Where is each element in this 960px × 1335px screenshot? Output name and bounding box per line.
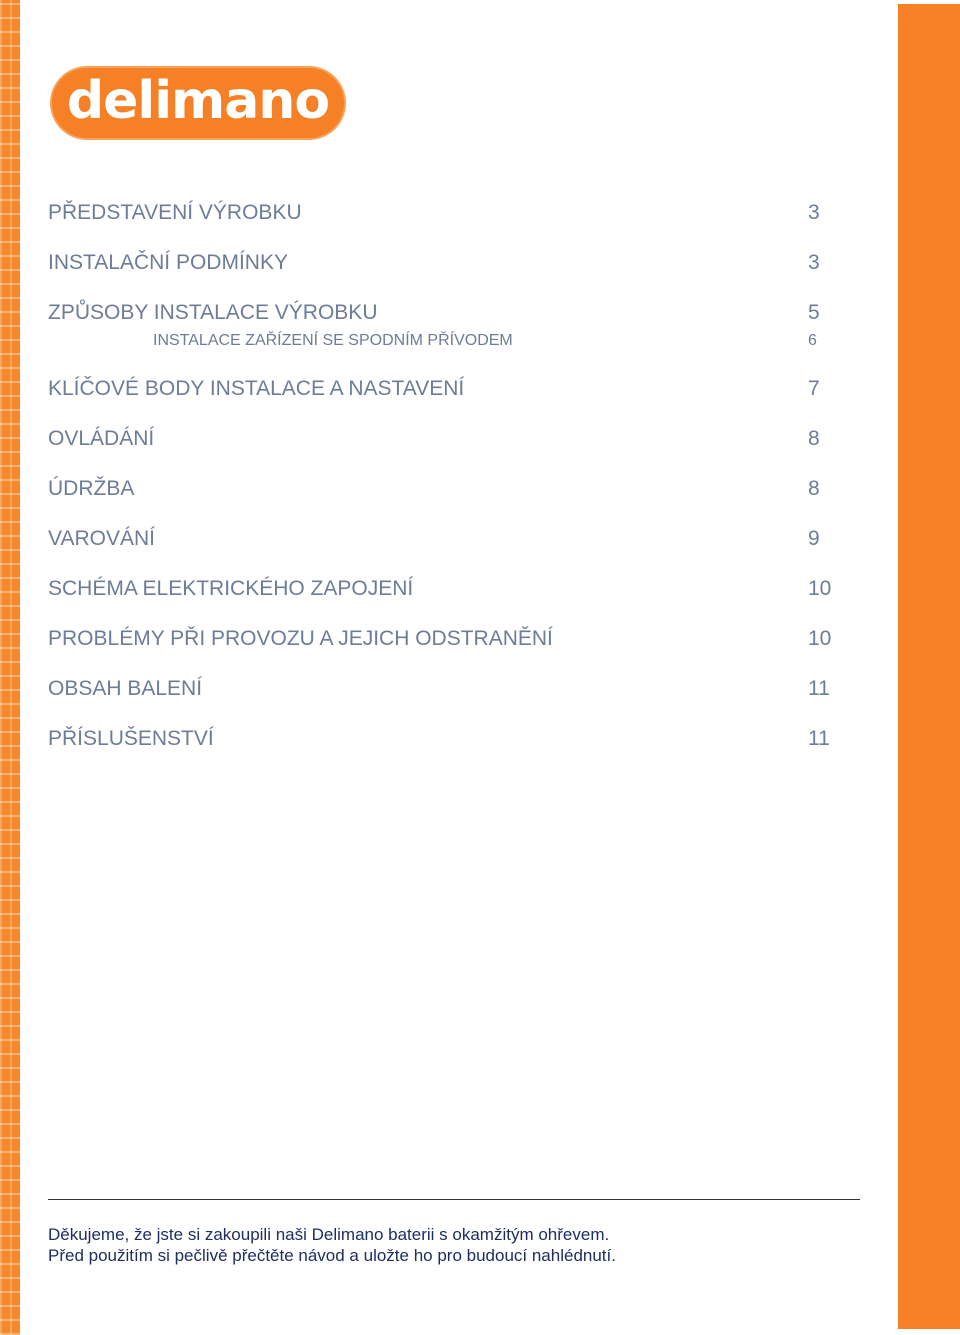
toc-entry-title: SCHÉMA ELEKTRICKÉHO ZAPOJENÍ: [48, 577, 414, 600]
toc-entry-page: 6: [808, 332, 817, 349]
toc-entry-page: 8: [808, 427, 820, 450]
toc-entry-title: OBSAH BALENÍ: [48, 677, 203, 700]
left-decorative-strip: [0, 0, 20, 1335]
toc-entry[interactable]: [48, 575, 838, 603]
logo-wordmark: delimano: [66, 71, 330, 131]
footer-instructions-text: Před použitím si pečlivě přečtěte návod a uložte ho pro budoucí nahlédnutí.: [48, 1246, 616, 1265]
toc-entry-page: 10: [808, 577, 832, 600]
toc-entry-page: 3: [808, 251, 820, 274]
toc-entry[interactable]: [48, 425, 838, 453]
toc-entry-title: PROBLÉMY PŘI PROVOZU A JEJICH ODSTRANĚNÍ: [48, 627, 553, 650]
toc-entry[interactable]: [48, 675, 838, 703]
toc-entry[interactable]: [48, 199, 838, 227]
toc-subentry[interactable]: [153, 330, 838, 352]
toc-entry-title: ÚDRŽBA: [48, 477, 135, 500]
toc-entry[interactable]: [48, 625, 838, 653]
footer-divider: [48, 1199, 860, 1200]
toc-entry[interactable]: [48, 375, 838, 403]
toc-entry-title: ZPŮSOBY INSTALACE VÝROBKU: [48, 301, 378, 324]
toc-entry-title: PŘÍSLUŠENSTVÍ: [48, 727, 214, 750]
delimano-logo: [52, 68, 377, 138]
toc-entry-page: 9: [808, 527, 820, 550]
toc-entry-page: 8: [808, 477, 820, 500]
toc-entry-page: 10: [808, 627, 832, 650]
toc-entry-title: INSTALAČNÍ PODMÍNKY: [48, 251, 288, 274]
right-orange-bar: [898, 4, 960, 1329]
toc-entry-page: 11: [808, 727, 830, 750]
toc-entry[interactable]: [48, 249, 838, 277]
footer-thanks-text: Děkujeme, že jste si zakoupili naši Delimano baterii s okamžitým ohřevem.: [48, 1225, 610, 1244]
toc-entry-page: 11: [808, 677, 830, 700]
toc-entry-page: 3: [808, 201, 820, 224]
toc-entry-title: KLÍČOVÉ BODY INSTALACE A NASTAVENÍ: [48, 377, 465, 400]
toc-entry-page: 5: [808, 301, 820, 324]
toc-entry[interactable]: [48, 525, 838, 553]
toc-entry[interactable]: [48, 299, 838, 327]
registered-mark: ®: [368, 84, 379, 95]
toc-entry-title: OVLÁDÁNÍ: [48, 427, 155, 450]
toc-entry[interactable]: [48, 475, 838, 503]
toc-entry-title: PŘEDSTAVENÍ VÝROBKU: [48, 201, 302, 224]
toc-entry-page: 7: [808, 377, 820, 400]
toc-entry-title: VAROVÁNÍ: [48, 527, 155, 550]
toc-entry[interactable]: [48, 725, 838, 753]
toc-entry-title: INSTALACE ZAŘÍZENÍ SE SPODNÍM PŘÍVODEM: [153, 332, 513, 349]
